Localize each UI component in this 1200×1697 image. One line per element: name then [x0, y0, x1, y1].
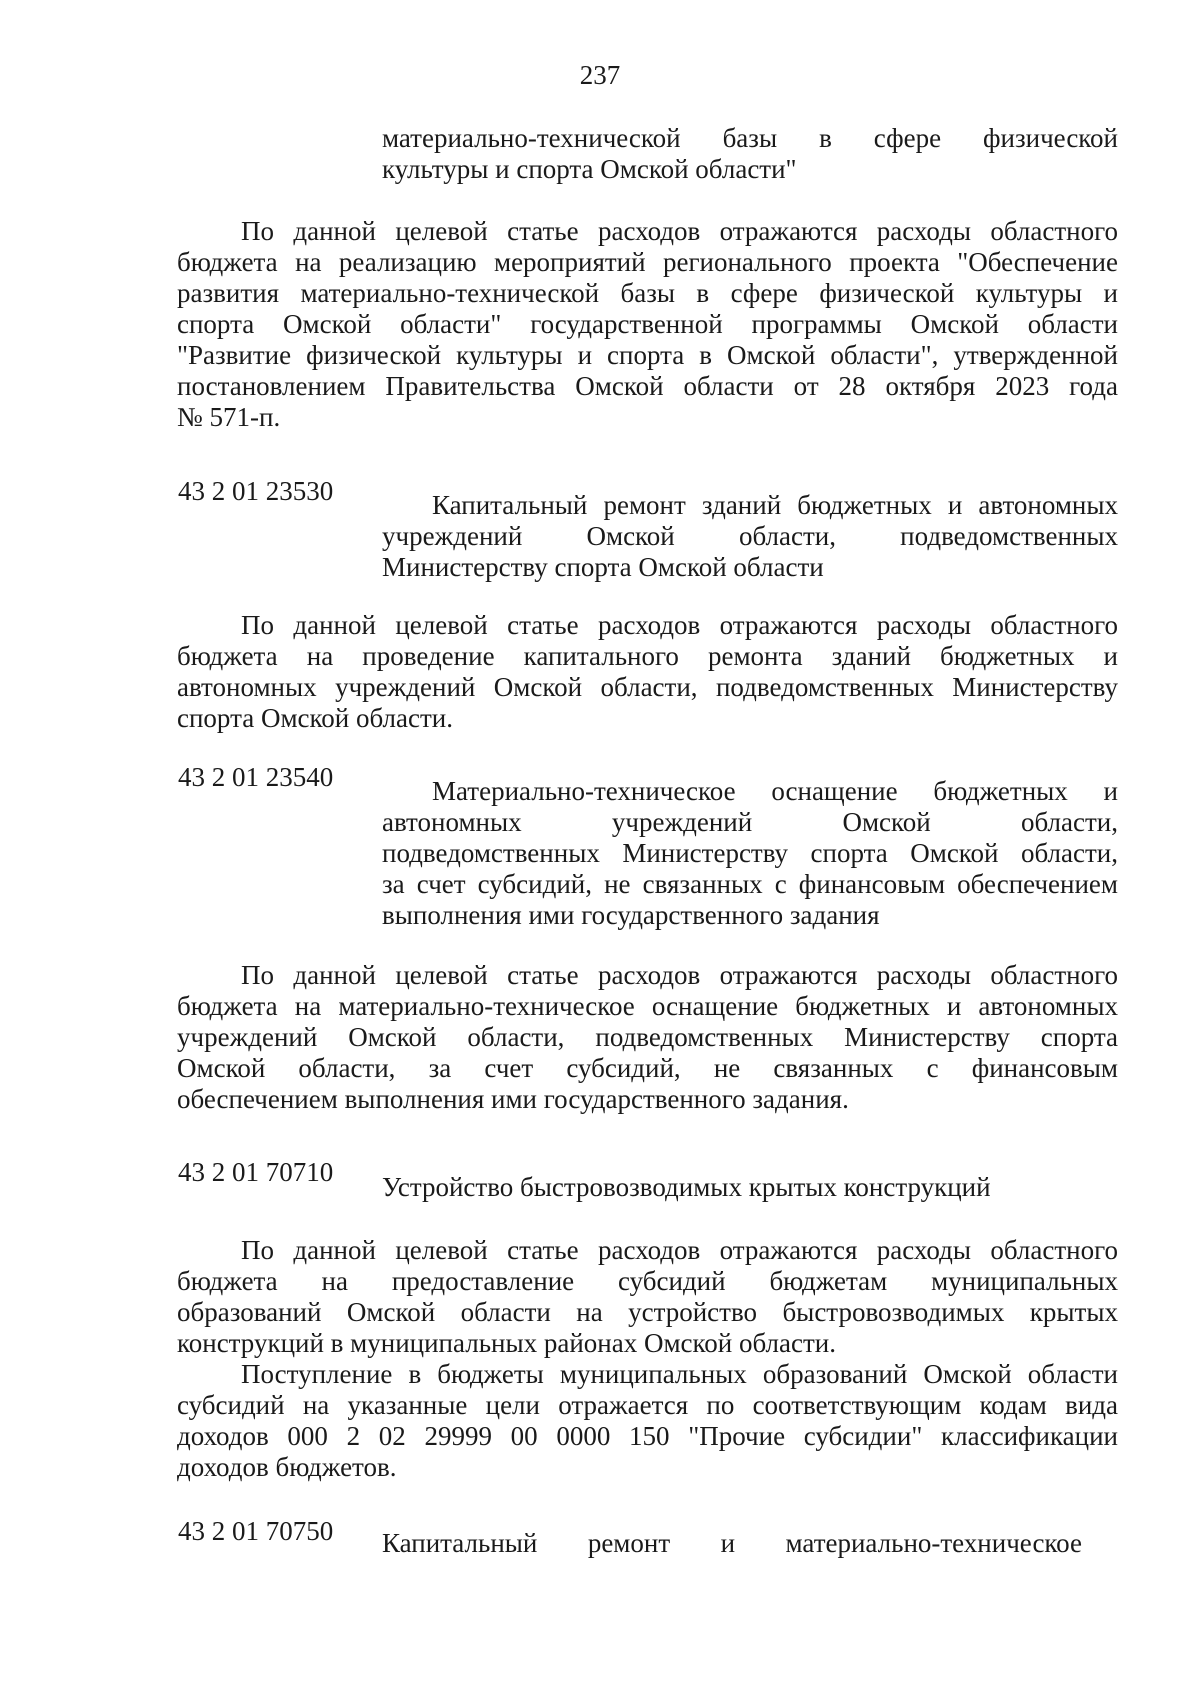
heading-continuation — [382, 123, 1118, 185]
heading-line: за счет субсидий, не связанных с финансовым обеспечением — [382, 869, 1118, 899]
paragraph-line: бюджета на проведение капитального ремонта зданий бюджетных и — [177, 641, 1118, 671]
heading-line: выполнения ими государственного задания — [382, 900, 880, 930]
heading-line: Капитальный ремонт зданий бюджетных и автономных — [432, 490, 1118, 520]
budget-code: 43 2 01 70750 — [178, 1516, 334, 1546]
paragraph-line: По данной целевой статье расходов отражаются расходы областного — [241, 610, 1118, 640]
paragraph-line: доходов бюджетов. — [177, 1452, 397, 1482]
paragraph-line: субсидий на указанные цели отражается по соответствующим кодам вида — [177, 1390, 1118, 1420]
heading-s2 — [382, 776, 1118, 931]
paragraph-line: спорта Омской области" государственной программы Омской области — [177, 309, 1118, 339]
heading-line: Устройство быстровозводимых крытых конструкций — [382, 1172, 991, 1202]
paragraph-line: № 571-п. — [177, 402, 281, 432]
paragraph-line: развития материально-технической базы в сфере физической культуры и — [177, 278, 1118, 308]
paragraph-line: Омской области, за счет субсидий, не связанных с финансовым — [177, 1053, 1118, 1083]
heading-line: материально-технической базы в сфере физической — [382, 123, 1118, 153]
paragraph-line: бюджета на материально-техническое оснащение бюджетных и автономных — [177, 991, 1118, 1021]
heading-line: подведомственных Министерству спорта Омской области, — [382, 838, 1118, 868]
paragraph-line: По данной целевой статье расходов отражаются расходы областного — [241, 1235, 1118, 1265]
paragraph-line: По данной целевой статье расходов отражаются расходы областного — [241, 216, 1118, 246]
heading-line: Материально-техническое оснащение бюджетных и — [432, 776, 1118, 806]
paragraph-line: обеспечением выполнения ими государственного задания. — [177, 1084, 849, 1114]
heading-s1 — [382, 490, 1118, 583]
budget-code: 43 2 01 23530 — [178, 476, 334, 506]
budget-code: 43 2 01 23540 — [178, 762, 334, 792]
paragraph-line: спорта Омской области. — [177, 703, 453, 733]
heading-s3 — [382, 1172, 1118, 1203]
paragraph-line: бюджета на предоставление субсидий бюджетам муниципальных — [177, 1266, 1118, 1296]
heading-line: Министерству спорта Омской области — [382, 552, 824, 582]
paragraph-s1 — [177, 610, 1118, 734]
heading-line: Капитальный ремонт и материально-техническое — [382, 1528, 1082, 1558]
paragraph-s3-second — [177, 1359, 1118, 1483]
paragraph-line: автономных учреждений Омской области, подведомственных Министерству — [177, 672, 1118, 702]
paragraph-line: конструкций в муниципальных районах Омской области. — [177, 1328, 836, 1358]
paragraph-s2 — [177, 960, 1118, 1115]
paragraph-s3 — [177, 1235, 1118, 1359]
page-number: 237 — [579, 60, 621, 90]
heading-line: учреждений Омской области, подведомственных — [382, 521, 1118, 551]
paragraph-line: По данной целевой статье расходов отражаются расходы областного — [241, 960, 1118, 990]
heading-line: культуры и спорта Омской области" — [382, 154, 797, 184]
paragraph-line: "Развитие физической культуры и спорта в Омской области", утвержденной — [177, 340, 1118, 370]
heading-line: автономных учреждений Омской области, — [382, 807, 1118, 837]
paragraph-line: бюджета на реализацию мероприятий регионального проекта "Обеспечение — [177, 247, 1118, 277]
paragraph-line: доходов 000 2 02 29999 00 0000 150 "Прочие субсидии" классификации — [177, 1421, 1118, 1451]
budget-code: 43 2 01 70710 — [178, 1157, 334, 1187]
paragraph-line: постановлением Правительства Омской области от 28 октября 2023 года — [177, 371, 1118, 401]
paragraph-line: учреждений Омской области, подведомственных Министерству спорта — [177, 1022, 1118, 1052]
paragraph-s0 — [177, 216, 1118, 433]
paragraph-line: образований Омской области на устройство быстровозводимых крытых — [177, 1297, 1118, 1327]
heading-s4 — [382, 1528, 1082, 1559]
paragraph-line: Поступление в бюджеты муниципальных образований Омской области — [241, 1359, 1118, 1389]
